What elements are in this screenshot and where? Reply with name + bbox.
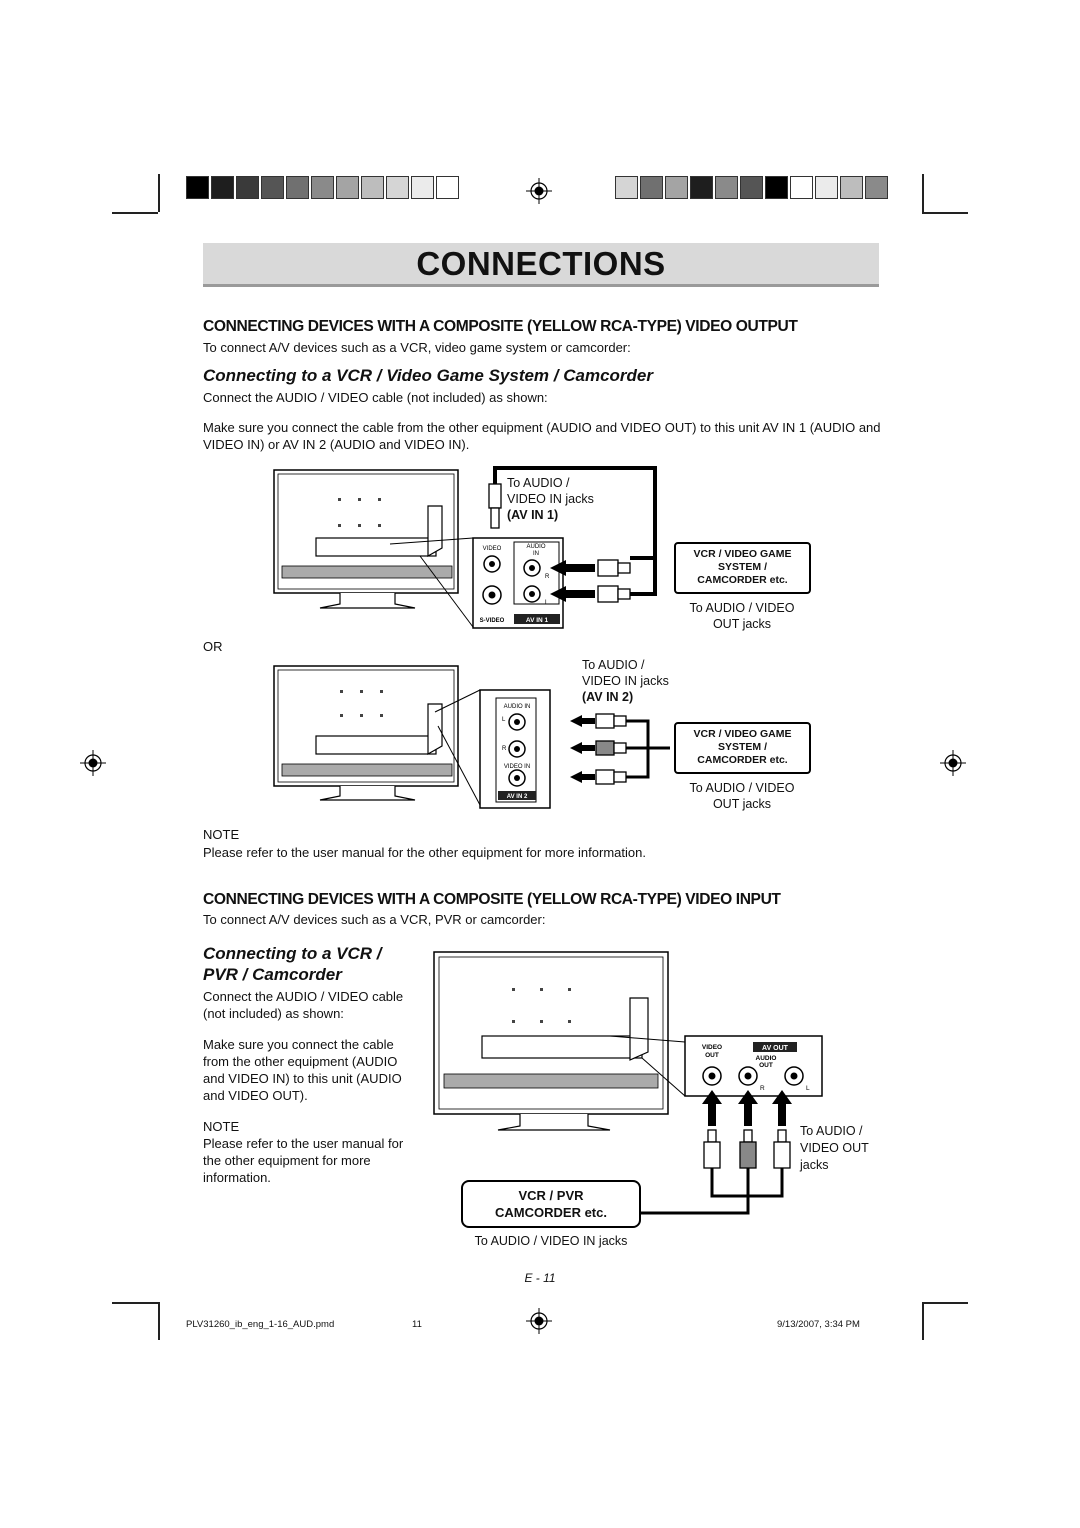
panel-label: AUDIO IN [503, 704, 531, 710]
device-label: VCR / VIDEO GAME [693, 548, 792, 560]
crop-mark [158, 1302, 160, 1340]
panel-label: AUDIO [526, 544, 546, 550]
device-box [674, 542, 811, 594]
jack-label: (AV IN 2) [582, 690, 634, 704]
panel-label: AUDIO [755, 1055, 777, 1062]
jack-label: To AUDIO / [800, 1124, 863, 1138]
panel-label: R [760, 1085, 765, 1092]
instruction-text: Connect the AUDIO / VIDEO cable (not included) as shown: [203, 390, 548, 405]
color-swatch [436, 176, 459, 199]
note-label: NOTE [203, 1119, 240, 1134]
note-text: Please refer to the user manual for the other equipment for more information. [203, 845, 646, 860]
timestamp: 9/13/2007, 3:34 PM [777, 1319, 860, 1330]
color-swatch [236, 176, 259, 199]
panel-label: IN [533, 551, 539, 557]
device-label: CAMCORDER etc. [495, 1205, 607, 1220]
color-swatch [790, 176, 813, 199]
panel-label: AV OUT [762, 1045, 788, 1052]
color-swatch [765, 176, 788, 199]
note-text: Please refer to the user manual for the other equipment for more information. [203, 1136, 404, 1185]
registration-mark-icon [526, 1308, 552, 1334]
crop-mark [922, 1302, 924, 1340]
diagram-av-out [430, 948, 850, 1208]
page-title-banner [203, 243, 879, 287]
color-swatch [261, 176, 284, 199]
color-swatch [840, 176, 863, 199]
color-swatch [615, 176, 638, 199]
registration-mark-icon [80, 750, 106, 776]
subheading: Connecting to a VCR / Video Game System / Camcorder [203, 366, 653, 385]
file-name: PLV31260_ib_eng_1-16_AUD.pmd [186, 1319, 335, 1330]
out-jack-label: To AUDIO / VIDEO [689, 781, 795, 795]
color-swatch [665, 176, 688, 199]
color-swatch [690, 176, 713, 199]
note-label: NOTE [203, 827, 240, 842]
crop-mark [922, 212, 968, 214]
color-swatch [361, 176, 384, 199]
section-heading-video-input: CONNECTING DEVICES WITH A COMPOSITE (YELLOW RCA-TYPE) VIDEO INPUT [203, 891, 781, 908]
panel-label: AV IN 2 [506, 794, 528, 800]
panel-label: R [545, 574, 550, 580]
panel-label: OUT [705, 1052, 719, 1059]
color-swatch [815, 176, 838, 199]
color-swatch [186, 176, 209, 199]
registration-mark-icon [526, 178, 552, 204]
page-label: E - 11 [524, 1271, 556, 1285]
panel-label: L [806, 1085, 810, 1092]
color-swatch [411, 176, 434, 199]
jack-label: jacks [800, 1158, 829, 1172]
jack-label: (AV IN 1) [507, 508, 559, 522]
crop-mark [158, 174, 160, 212]
out-jack-label: To AUDIO / VIDEO [689, 601, 795, 615]
panel-label: L [502, 717, 506, 723]
or-label: OR [203, 639, 223, 654]
instruction-text: Make sure you connect the cable from the other equipment (AUDIO and VIDEO IN) to this unit (AUDIO and VIDEO OUT). [203, 1037, 402, 1103]
panel-label: VIDEO IN [503, 764, 531, 770]
color-swatch [740, 176, 763, 199]
panel-label: VIDEO [482, 546, 502, 552]
device-box [674, 722, 811, 774]
color-swatch [386, 176, 409, 199]
device-box [461, 1180, 641, 1228]
section-intro: To connect A/V devices such as a VCR, video game system or camcorder: [203, 340, 631, 355]
color-swatch [865, 176, 888, 199]
in-jack-label: To AUDIO / VIDEO IN jacks [474, 1234, 628, 1248]
out-jack-label: OUT jacks [712, 617, 772, 631]
jack-label: VIDEO IN jacks [582, 674, 669, 688]
panel-label: L [545, 600, 549, 606]
device-label: SYSTEM / [717, 741, 767, 753]
panel-label: R [502, 746, 507, 752]
device-label: CAMCORDER etc. [697, 574, 788, 586]
crop-mark [112, 212, 158, 214]
crop-mark [922, 1302, 968, 1304]
color-swatch [336, 176, 359, 199]
device-label: SYSTEM / [717, 561, 767, 573]
device-label: VCR / VIDEO GAME [693, 728, 792, 740]
color-swatch [311, 176, 334, 199]
panel-label: VIDEO [701, 1044, 723, 1051]
page-number: 11 [412, 1319, 422, 1330]
panel-label: OUT [759, 1062, 773, 1069]
color-swatch [286, 176, 309, 199]
crop-mark [922, 174, 924, 212]
crop-mark [112, 1302, 158, 1304]
color-swatch [640, 176, 663, 199]
subheading: PVR / Camcorder [203, 965, 342, 984]
instruction-text: Make sure you connect the cable from the other equipment (AUDIO and VIDEO OUT) to this unit AV IN 1 (AUDIO and VIDEO IN) or AV IN 2 (AUDIO and VIDEO IN). [203, 420, 881, 452]
subheading: Connecting to a VCR / [203, 944, 382, 963]
page-title: CONNECTIONS [416, 244, 666, 282]
registration-mark-icon [940, 750, 966, 776]
jack-label: VIDEO OUT [800, 1141, 869, 1155]
jack-label: VIDEO IN jacks [507, 492, 594, 506]
color-swatch [211, 176, 234, 199]
color-swatch [715, 176, 738, 199]
section-intro: To connect A/V devices such as a VCR, PVR or camcorder: [203, 912, 546, 927]
jack-label: To AUDIO / [582, 658, 645, 672]
device-label: VCR / PVR [518, 1188, 584, 1203]
panel-label: S-VIDEO [479, 618, 505, 624]
section-heading-video-output: CONNECTING DEVICES WITH A COMPOSITE (YELLOW RCA-TYPE) VIDEO OUTPUT [203, 318, 798, 335]
device-label: CAMCORDER etc. [697, 754, 788, 766]
jack-label: To AUDIO / [507, 476, 570, 490]
instruction-text: Connect the AUDIO / VIDEO cable (not included) as shown: [203, 989, 404, 1021]
panel-label: AV IN 1 [525, 617, 549, 624]
out-jack-label: OUT jacks [712, 797, 772, 811]
